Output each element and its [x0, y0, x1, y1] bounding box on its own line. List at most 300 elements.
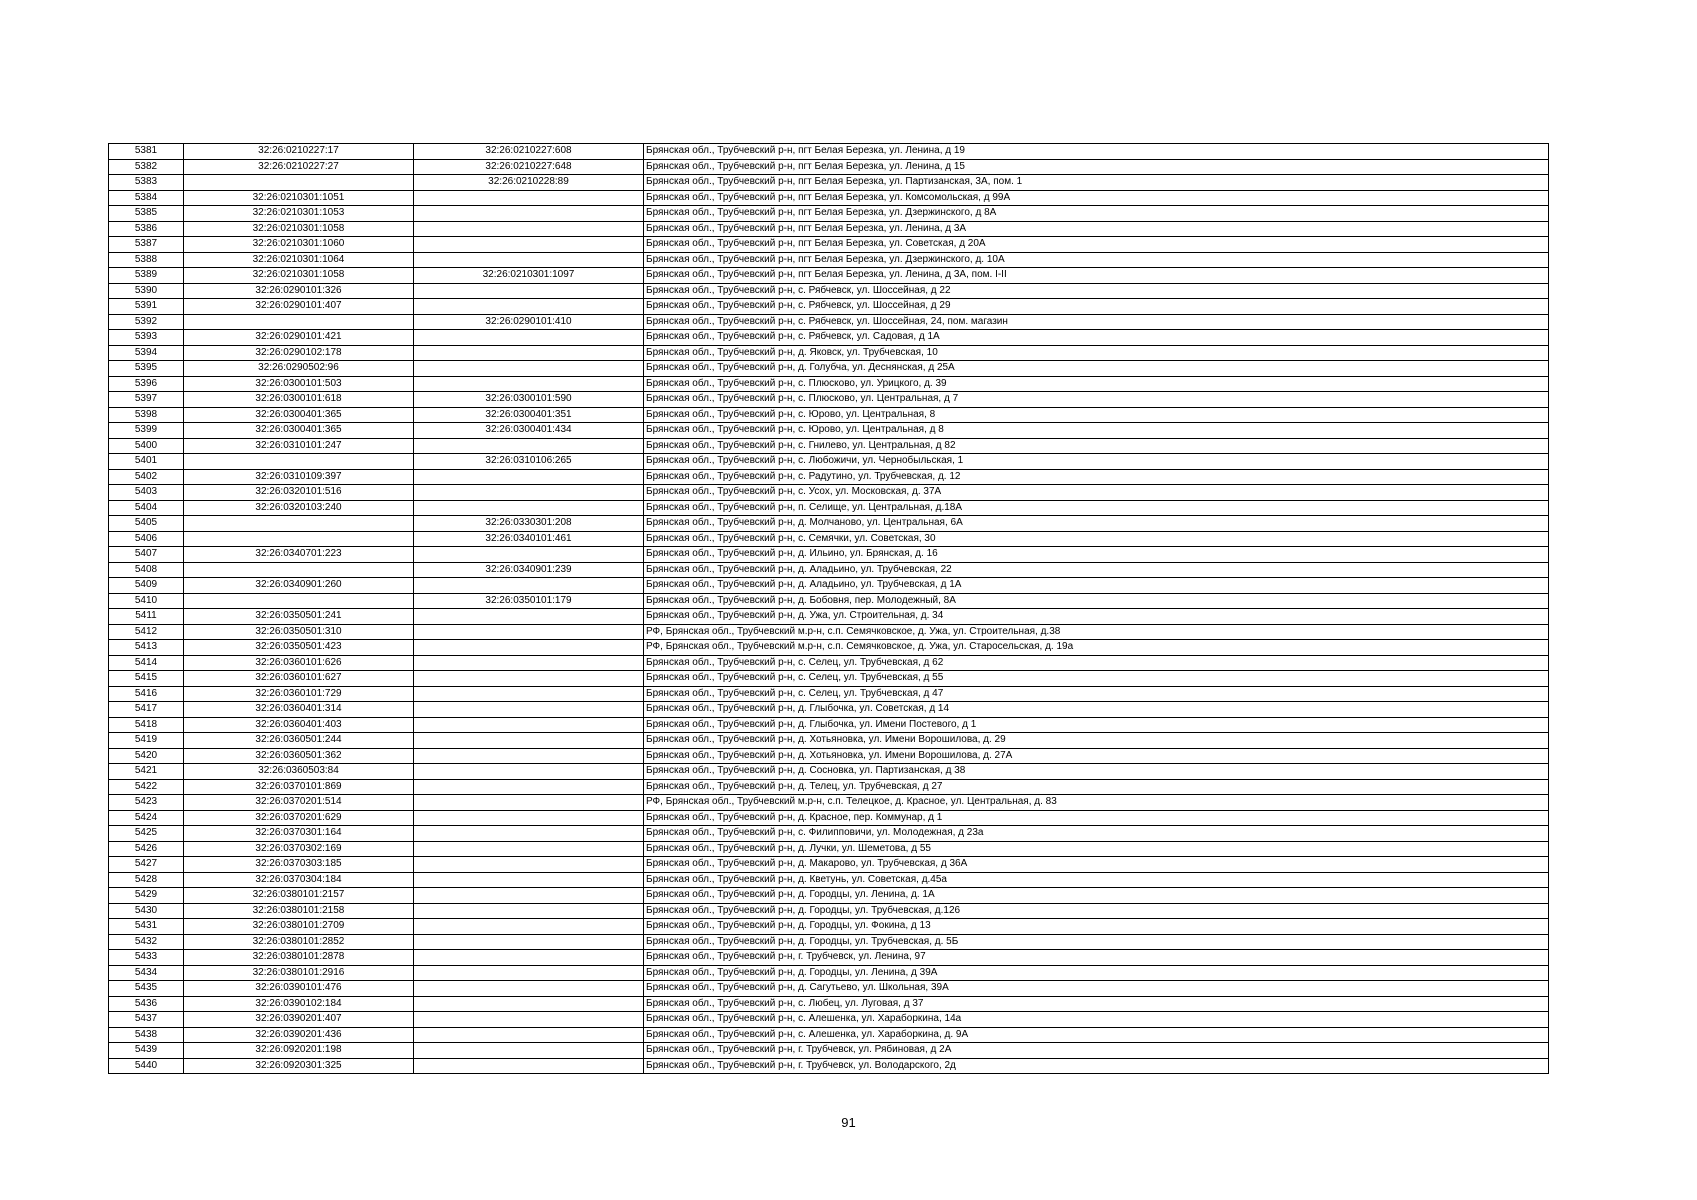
table-row: [109, 717, 1549, 733]
building-cadastral-number-cell: 32:26:0210301:1097: [414, 268, 644, 284]
cadastral-number-cell: 32:26:0360101:626: [184, 655, 414, 671]
table-row: [109, 655, 1549, 671]
address-cell: Брянская обл., Трубчевский р-н, д. Макарово, ул. Трубчевская, д 36А: [644, 857, 1549, 873]
row-number-cell: 5382: [109, 159, 184, 175]
address-cell: Брянская обл., Трубчевский р-н, пгт Белая Березка, ул. Ленина, д 15: [644, 159, 1549, 175]
row-number-cell: 5381: [109, 144, 184, 160]
cadastral-number-cell: 32:26:0370302:169: [184, 841, 414, 857]
table-row: [109, 640, 1549, 656]
building-cadastral-number-cell: [414, 981, 644, 997]
cadastral-number-cell: 32:26:0380101:2709: [184, 919, 414, 935]
cadastral-number-cell: 32:26:0300401:365: [184, 407, 414, 423]
cadastral-number-cell: 32:26:0350501:423: [184, 640, 414, 656]
table-row: [109, 345, 1549, 361]
row-number-cell: 5404: [109, 500, 184, 516]
cadastral-number-cell: 32:26:0370301:164: [184, 826, 414, 842]
table-row: [109, 903, 1549, 919]
building-cadastral-number-cell: [414, 252, 644, 268]
address-cell: Брянская обл., Трубчевский р-н, д. Лучки, ул. Шеметова, д 55: [644, 841, 1549, 857]
address-cell: Брянская обл., Трубчевский р-н, д. Ильино, ул. Брянская, д. 16: [644, 547, 1549, 563]
address-cell: Брянская обл., Трубчевский р-н, д. Городцы, ул. Ленина, д 39А: [644, 965, 1549, 981]
building-cadastral-number-cell: [414, 221, 644, 237]
building-cadastral-number-cell: 32:26:0290101:410: [414, 314, 644, 330]
table-row: [109, 268, 1549, 284]
address-cell: Брянская обл., Трубчевский р-н, д. Кветунь, ул. Советская, д.45а: [644, 872, 1549, 888]
row-number-cell: 5421: [109, 764, 184, 780]
address-cell: Брянская обл., Трубчевский р-н, с. Селец, ул. Трубчевская, д 62: [644, 655, 1549, 671]
cadastral-number-cell: 32:26:0920201:198: [184, 1043, 414, 1059]
row-number-cell: 5405: [109, 516, 184, 532]
cadastral-number-cell: 32:26:0380101:2878: [184, 950, 414, 966]
row-number-cell: 5420: [109, 748, 184, 764]
building-cadastral-number-cell: [414, 345, 644, 361]
table-row: [109, 159, 1549, 175]
address-cell: Брянская обл., Трубчевский р-н, п. Селище, ул. Центральная, д.18А: [644, 500, 1549, 516]
address-cell: Брянская обл., Трубчевский р-н, с. Плюсково, ул. Урицкого, д. 39: [644, 376, 1549, 392]
cadastral-number-cell: 32:26:0380101:2157: [184, 888, 414, 904]
row-number-cell: 5406: [109, 531, 184, 547]
cadastral-number-cell: 32:26:0210301:1051: [184, 190, 414, 206]
cadastral-number-cell: 32:26:0370101:869: [184, 779, 414, 795]
row-number-cell: 5416: [109, 686, 184, 702]
table-row: [109, 314, 1549, 330]
cadastral-number-cell: 32:26:0360401:403: [184, 717, 414, 733]
cadastral-number-cell: 32:26:0300401:365: [184, 423, 414, 439]
building-cadastral-number-cell: 32:26:0300101:590: [414, 392, 644, 408]
table-row: [109, 206, 1549, 222]
address-cell: РФ, Брянская обл., Трубчевский м.р-н, с.п. Семячковское, д. Ужа, ул. Строительная, д.38: [644, 624, 1549, 640]
building-cadastral-number-cell: [414, 671, 644, 687]
row-number-cell: 5383: [109, 175, 184, 191]
building-cadastral-number-cell: [414, 299, 644, 315]
cadastral-number-cell: 32:26:0380101:2158: [184, 903, 414, 919]
table-row: [109, 438, 1549, 454]
cadastral-number-cell: [184, 562, 414, 578]
address-cell: Брянская обл., Трубчевский р-н, пгт Белая Березка, ул. Дзержинского, д 8А: [644, 206, 1549, 222]
row-number-cell: 5392: [109, 314, 184, 330]
registry-table-body: [109, 144, 1549, 1074]
building-cadastral-number-cell: [414, 950, 644, 966]
building-cadastral-number-cell: 32:26:0350101:179: [414, 593, 644, 609]
table-row: [109, 1058, 1549, 1074]
address-cell: Брянская обл., Трубчевский р-н, д. Глыбочка, ул. Имени Постевого, д 1: [644, 717, 1549, 733]
table-row: [109, 407, 1549, 423]
building-cadastral-number-cell: [414, 795, 644, 811]
row-number-cell: 5398: [109, 407, 184, 423]
building-cadastral-number-cell: [414, 237, 644, 253]
building-cadastral-number-cell: [414, 872, 644, 888]
row-number-cell: 5388: [109, 252, 184, 268]
building-cadastral-number-cell: [414, 965, 644, 981]
row-number-cell: 5437: [109, 1012, 184, 1028]
address-cell: Брянская обл., Трубчевский р-н, д. Глыбочка, ул. Советская, д 14: [644, 702, 1549, 718]
building-cadastral-number-cell: [414, 640, 644, 656]
cadastral-number-cell: [184, 531, 414, 547]
cadastral-number-cell: 32:26:0340701:223: [184, 547, 414, 563]
address-cell: Брянская обл., Трубчевский р-н, д. Голубча, ул. Деснянская, д 25А: [644, 361, 1549, 377]
cadastral-number-cell: 32:26:0390201:407: [184, 1012, 414, 1028]
row-number-cell: 5397: [109, 392, 184, 408]
address-cell: Брянская обл., Трубчевский р-н, с. Юрово, ул. Центральная, д 8: [644, 423, 1549, 439]
cadastral-number-cell: 32:26:0210301:1058: [184, 268, 414, 284]
building-cadastral-number-cell: [414, 903, 644, 919]
address-cell: РФ, Брянская обл., Трубчевский м.р-н, с.п. Семячковское, д. Ужа, ул. Старосельская, д. 19а: [644, 640, 1549, 656]
row-number-cell: 5427: [109, 857, 184, 873]
building-cadastral-number-cell: [414, 919, 644, 935]
building-cadastral-number-cell: [414, 1058, 644, 1074]
row-number-cell: 5403: [109, 485, 184, 501]
cadastral-number-cell: 32:26:0210301:1058: [184, 221, 414, 237]
row-number-cell: 5409: [109, 578, 184, 594]
row-number-cell: 5384: [109, 190, 184, 206]
row-number-cell: 5399: [109, 423, 184, 439]
building-cadastral-number-cell: [414, 578, 644, 594]
building-cadastral-number-cell: [414, 376, 644, 392]
cadastral-number-cell: 32:26:0360101:729: [184, 686, 414, 702]
table-row: [109, 500, 1549, 516]
table-row: [109, 221, 1549, 237]
cadastral-number-cell: 32:26:0290101:421: [184, 330, 414, 346]
address-cell: Брянская обл., Трубчевский р-н, д. Хотьяновка, ул. Имени Ворошилова, д. 27А: [644, 748, 1549, 764]
row-number-cell: 5385: [109, 206, 184, 222]
row-number-cell: 5435: [109, 981, 184, 997]
address-cell: Брянская обл., Трубчевский р-н, пгт Белая Березка, ул. Комсомольская, д 99А: [644, 190, 1549, 206]
row-number-cell: 5415: [109, 671, 184, 687]
table-row: [109, 624, 1549, 640]
address-cell: Брянская обл., Трубчевский р-н, с. Любец, ул. Луговая, д 37: [644, 996, 1549, 1012]
cadastral-number-cell: 32:26:0390101:476: [184, 981, 414, 997]
table-row: [109, 299, 1549, 315]
table-row: [109, 454, 1549, 470]
table-row: [109, 578, 1549, 594]
row-number-cell: 5396: [109, 376, 184, 392]
table-row: [109, 144, 1549, 160]
cadastral-number-cell: 32:26:0360101:627: [184, 671, 414, 687]
table-row: [109, 593, 1549, 609]
building-cadastral-number-cell: [414, 810, 644, 826]
table-row: [109, 283, 1549, 299]
row-number-cell: 5407: [109, 547, 184, 563]
address-cell: Брянская обл., Трубчевский р-н, с. Алешенка, ул. Хараборкина, д. 9А: [644, 1027, 1549, 1043]
cadastral-number-cell: [184, 175, 414, 191]
cadastral-number-cell: 32:26:0210301:1060: [184, 237, 414, 253]
address-cell: Брянская обл., Трубчевский р-н, д. Телец, ул. Трубчевская, д 27: [644, 779, 1549, 795]
table-row: [109, 423, 1549, 439]
table-row: [109, 237, 1549, 253]
table-row: [109, 748, 1549, 764]
row-number-cell: 5432: [109, 934, 184, 950]
table-row: [109, 764, 1549, 780]
table-row: [109, 671, 1549, 687]
row-number-cell: 5426: [109, 841, 184, 857]
cadastral-number-cell: 32:26:0380101:2916: [184, 965, 414, 981]
address-cell: Брянская обл., Трубчевский р-н, пгт Белая Березка, ул. Дзержинского, д. 10А: [644, 252, 1549, 268]
cadastral-number-cell: 32:26:0370303:185: [184, 857, 414, 873]
cadastral-number-cell: [184, 314, 414, 330]
table-row: [109, 361, 1549, 377]
address-cell: Брянская обл., Трубчевский р-н, с. Усох, ул. Московская, д. 37А: [644, 485, 1549, 501]
address-cell: Брянская обл., Трубчевский р-н, с. Селец, ул. Трубчевская, д 55: [644, 671, 1549, 687]
row-number-cell: 5419: [109, 733, 184, 749]
table-row: [109, 996, 1549, 1012]
address-cell: РФ, Брянская обл., Трубчевский м.р-н, с.п. Телецкое, д. Красное, ул. Центральная, д. 83: [644, 795, 1549, 811]
table-row: [109, 392, 1549, 408]
row-number-cell: 5418: [109, 717, 184, 733]
row-number-cell: 5402: [109, 469, 184, 485]
cadastral-number-cell: 32:26:0210301:1053: [184, 206, 414, 222]
row-number-cell: 5391: [109, 299, 184, 315]
building-cadastral-number-cell: [414, 748, 644, 764]
cadastral-number-cell: 32:26:0380101:2852: [184, 934, 414, 950]
building-cadastral-number-cell: [414, 841, 644, 857]
building-cadastral-number-cell: 32:26:0210228:89: [414, 175, 644, 191]
row-number-cell: 5394: [109, 345, 184, 361]
address-cell: Брянская обл., Трубчевский р-н, с. Рябчевск, ул. Шоссейная, д 29: [644, 299, 1549, 315]
address-cell: Брянская обл., Трубчевский р-н, с. Юрово, ул. Центральная, 8: [644, 407, 1549, 423]
row-number-cell: 5440: [109, 1058, 184, 1074]
address-cell: Брянская обл., Трубчевский р-н, с. Любожичи, ул. Чернобыльская, 1: [644, 454, 1549, 470]
cadastral-number-cell: 32:26:0210227:27: [184, 159, 414, 175]
table-row: [109, 330, 1549, 346]
address-cell: Брянская обл., Трубчевский р-н, д. Молчаново, ул. Центральная, 6А: [644, 516, 1549, 532]
row-number-cell: 5422: [109, 779, 184, 795]
cadastral-number-cell: [184, 516, 414, 532]
table-row: [109, 857, 1549, 873]
address-cell: Брянская обл., Трубчевский р-н, пгт Белая Березка, ул. Советская, д 20А: [644, 237, 1549, 253]
address-cell: Брянская обл., Трубчевский р-н, с. Селец, ул. Трубчевская, д 47: [644, 686, 1549, 702]
table-row: [109, 965, 1549, 981]
address-cell: Брянская обл., Трубчевский р-н, д. Аладьино, ул. Трубчевская, 22: [644, 562, 1549, 578]
row-number-cell: 5431: [109, 919, 184, 935]
building-cadastral-number-cell: 32:26:0210227:608: [414, 144, 644, 160]
address-cell: Брянская обл., Трубчевский р-н, д. Сосновка, ул. Партизанская, д 38: [644, 764, 1549, 780]
address-cell: Брянская обл., Трубчевский р-н, г. Трубчевск, ул. Рябиновая, д 2А: [644, 1043, 1549, 1059]
building-cadastral-number-cell: 32:26:0310106:265: [414, 454, 644, 470]
row-number-cell: 5389: [109, 268, 184, 284]
table-row: [109, 795, 1549, 811]
table-row: [109, 190, 1549, 206]
building-cadastral-number-cell: [414, 686, 644, 702]
building-cadastral-number-cell: [414, 857, 644, 873]
address-cell: Брянская обл., Трубчевский р-н, с. Семячки, ул. Советская, 30: [644, 531, 1549, 547]
building-cadastral-number-cell: [414, 826, 644, 842]
table-row: [109, 733, 1549, 749]
building-cadastral-number-cell: [414, 733, 644, 749]
cadastral-number-cell: 32:26:0390102:184: [184, 996, 414, 1012]
table-row: [109, 919, 1549, 935]
row-number-cell: 5424: [109, 810, 184, 826]
address-cell: Брянская обл., Трубчевский р-н, с. Рябчевск, ул. Шоссейная, 24, пом. магазин: [644, 314, 1549, 330]
address-cell: Брянская обл., Трубчевский р-н, д. Бобовня, пер. Молодежный, 8А: [644, 593, 1549, 609]
table-row: [109, 469, 1549, 485]
row-number-cell: 5401: [109, 454, 184, 470]
building-cadastral-number-cell: 32:26:0330301:208: [414, 516, 644, 532]
building-cadastral-number-cell: 32:26:0340901:239: [414, 562, 644, 578]
building-cadastral-number-cell: [414, 469, 644, 485]
table-row: [109, 981, 1549, 997]
cadastral-number-cell: 32:26:0350501:241: [184, 609, 414, 625]
building-cadastral-number-cell: 32:26:0340101:461: [414, 531, 644, 547]
cadastral-number-cell: 32:26:0390201:436: [184, 1027, 414, 1043]
table-row: [109, 609, 1549, 625]
table-row: [109, 562, 1549, 578]
building-cadastral-number-cell: [414, 500, 644, 516]
address-cell: Брянская обл., Трубчевский р-н, пгт Белая Березка, ул. Ленина, д 19: [644, 144, 1549, 160]
row-number-cell: 5386: [109, 221, 184, 237]
row-number-cell: 5390: [109, 283, 184, 299]
building-cadastral-number-cell: [414, 624, 644, 640]
row-number-cell: 5414: [109, 655, 184, 671]
page-number: 91: [841, 1115, 856, 1130]
table-row: [109, 531, 1549, 547]
building-cadastral-number-cell: [414, 996, 644, 1012]
row-number-cell: 5400: [109, 438, 184, 454]
building-cadastral-number-cell: [414, 888, 644, 904]
table-row: [109, 1012, 1549, 1028]
address-cell: Брянская обл., Трубчевский р-н, с. Рябчевск, ул. Садовая, д 1А: [644, 330, 1549, 346]
address-cell: Брянская обл., Трубчевский р-н, д. Яковск, ул. Трубчевская, 10: [644, 345, 1549, 361]
address-cell: Брянская обл., Трубчевский р-н, д. Городцы, ул. Трубчевская, д. 5Б: [644, 934, 1549, 950]
cadastral-number-cell: 32:26:0300101:503: [184, 376, 414, 392]
table-row: [109, 888, 1549, 904]
building-cadastral-number-cell: 32:26:0300401:434: [414, 423, 644, 439]
cadastral-number-cell: 32:26:0300101:618: [184, 392, 414, 408]
cadastral-number-cell: 32:26:0290101:326: [184, 283, 414, 299]
row-number-cell: 5436: [109, 996, 184, 1012]
table-row: [109, 376, 1549, 392]
cadastral-number-cell: 32:26:0370201:629: [184, 810, 414, 826]
cadastral-number-cell: 32:26:0210227:17: [184, 144, 414, 160]
row-number-cell: 5393: [109, 330, 184, 346]
row-number-cell: 5387: [109, 237, 184, 253]
table-row: [109, 934, 1549, 950]
building-cadastral-number-cell: [414, 190, 644, 206]
row-number-cell: 5438: [109, 1027, 184, 1043]
table-row: [109, 1043, 1549, 1059]
cadastral-number-cell: [184, 593, 414, 609]
row-number-cell: 5411: [109, 609, 184, 625]
row-number-cell: 5428: [109, 872, 184, 888]
table-row: [109, 516, 1549, 532]
row-number-cell: 5412: [109, 624, 184, 640]
address-cell: Брянская обл., Трубчевский р-н, с. Гнилево, ул. Центральная, д 82: [644, 438, 1549, 454]
row-number-cell: 5395: [109, 361, 184, 377]
table-row: [109, 547, 1549, 563]
address-cell: Брянская обл., Трубчевский р-н, д. Городцы, ул. Фокина, д 13: [644, 919, 1549, 935]
building-cadastral-number-cell: [414, 206, 644, 222]
building-cadastral-number-cell: [414, 764, 644, 780]
row-number-cell: 5439: [109, 1043, 184, 1059]
cadastral-number-cell: 32:26:0210301:1064: [184, 252, 414, 268]
cadastral-number-cell: 32:26:0310109:397: [184, 469, 414, 485]
cadastral-number-cell: 32:26:0360503:84: [184, 764, 414, 780]
row-number-cell: 5434: [109, 965, 184, 981]
building-cadastral-number-cell: [414, 361, 644, 377]
cadastral-number-cell: 32:26:0340901:260: [184, 578, 414, 594]
table-row: [109, 950, 1549, 966]
table-row: [109, 252, 1549, 268]
table-row: [109, 826, 1549, 842]
building-cadastral-number-cell: 32:26:0210227:648: [414, 159, 644, 175]
building-cadastral-number-cell: [414, 702, 644, 718]
address-cell: Брянская обл., Трубчевский р-н, д. Аладьино, ул. Трубчевская, д 1А: [644, 578, 1549, 594]
row-number-cell: 5433: [109, 950, 184, 966]
building-cadastral-number-cell: [414, 655, 644, 671]
address-cell: Брянская обл., Трубчевский р-н, д. Сагутьево, ул. Школьная, 39А: [644, 981, 1549, 997]
table-row: [109, 1027, 1549, 1043]
table-row: [109, 686, 1549, 702]
row-number-cell: 5417: [109, 702, 184, 718]
cadastral-number-cell: 32:26:0370201:514: [184, 795, 414, 811]
table-row: [109, 702, 1549, 718]
cadastral-number-cell: 32:26:0350501:310: [184, 624, 414, 640]
address-cell: Брянская обл., Трубчевский р-н, д. Городцы, ул. Трубчевская, д.126: [644, 903, 1549, 919]
address-cell: Брянская обл., Трубчевский р-н, с. Рябчевск, ул. Шоссейная, д 22: [644, 283, 1549, 299]
building-cadastral-number-cell: [414, 1012, 644, 1028]
table-row: [109, 872, 1549, 888]
address-cell: Брянская обл., Трубчевский р-н, пгт Белая Березка, ул. Ленина, д 3А, пом. I-II: [644, 268, 1549, 284]
cadastral-number-cell: 32:26:0370304:184: [184, 872, 414, 888]
cadastral-number-cell: 32:26:0360401:314: [184, 702, 414, 718]
row-number-cell: 5408: [109, 562, 184, 578]
address-cell: Брянская обл., Трубчевский р-н, с. Алешенка, ул. Хараборкина, 14а: [644, 1012, 1549, 1028]
building-cadastral-number-cell: 32:26:0300401:351: [414, 407, 644, 423]
address-cell: Брянская обл., Трубчевский р-н, с. Плюсково, ул. Центральная, д 7: [644, 392, 1549, 408]
table-row: [109, 841, 1549, 857]
table-row: [109, 485, 1549, 501]
address-cell: Брянская обл., Трубчевский р-н, д. Городцы, ул. Ленина, д. 1А: [644, 888, 1549, 904]
building-cadastral-number-cell: [414, 1043, 644, 1059]
cadastral-number-cell: [184, 454, 414, 470]
cadastral-number-cell: 32:26:0290102:178: [184, 345, 414, 361]
address-cell: Брянская обл., Трубчевский р-н, г. Трубчевск, ул. Володарского, 2д: [644, 1058, 1549, 1074]
address-cell: Брянская обл., Трубчевский р-н, пгт Белая Березка, ул. Партизанская, 3А, пом. 1: [644, 175, 1549, 191]
address-cell: Брянская обл., Трубчевский р-н, д. Красное, пер. Коммунар, д 1: [644, 810, 1549, 826]
address-cell: Брянская обл., Трубчевский р-н, с. Филипповичи, ул. Молодежная, д 23а: [644, 826, 1549, 842]
cadastral-number-cell: 32:26:0360501:362: [184, 748, 414, 764]
row-number-cell: 5410: [109, 593, 184, 609]
building-cadastral-number-cell: [414, 547, 644, 563]
address-cell: Брянская обл., Трубчевский р-н, д. Ужа, ул. Строительная, д. 34: [644, 609, 1549, 625]
row-number-cell: 5429: [109, 888, 184, 904]
address-cell: Брянская обл., Трубчевский р-н, пгт Белая Березка, ул. Ленина, д 3А: [644, 221, 1549, 237]
row-number-cell: 5430: [109, 903, 184, 919]
cadastral-number-cell: 32:26:0920301:325: [184, 1058, 414, 1074]
table-row: [109, 779, 1549, 795]
cadastral-number-cell: 32:26:0290502:96: [184, 361, 414, 377]
row-number-cell: 5423: [109, 795, 184, 811]
table-row: [109, 810, 1549, 826]
building-cadastral-number-cell: [414, 438, 644, 454]
building-cadastral-number-cell: [414, 1027, 644, 1043]
cadastral-number-cell: 32:26:0320103:240: [184, 500, 414, 516]
address-cell: Брянская обл., Трубчевский р-н, с. Радутино, ул. Трубчевская, д. 12: [644, 469, 1549, 485]
cadastral-number-cell: 32:26:0290101:407: [184, 299, 414, 315]
cadastral-number-cell: 32:26:0360501:244: [184, 733, 414, 749]
registry-table: [108, 143, 1549, 1074]
cadastral-number-cell: 32:26:0310101:247: [184, 438, 414, 454]
row-number-cell: 5425: [109, 826, 184, 842]
row-number-cell: 5413: [109, 640, 184, 656]
building-cadastral-number-cell: [414, 779, 644, 795]
table-row: [109, 175, 1549, 191]
building-cadastral-number-cell: [414, 330, 644, 346]
address-cell: Брянская обл., Трубчевский р-н, г. Трубчевск, ул. Ленина, 97: [644, 950, 1549, 966]
building-cadastral-number-cell: [414, 283, 644, 299]
building-cadastral-number-cell: [414, 717, 644, 733]
building-cadastral-number-cell: [414, 485, 644, 501]
building-cadastral-number-cell: [414, 609, 644, 625]
